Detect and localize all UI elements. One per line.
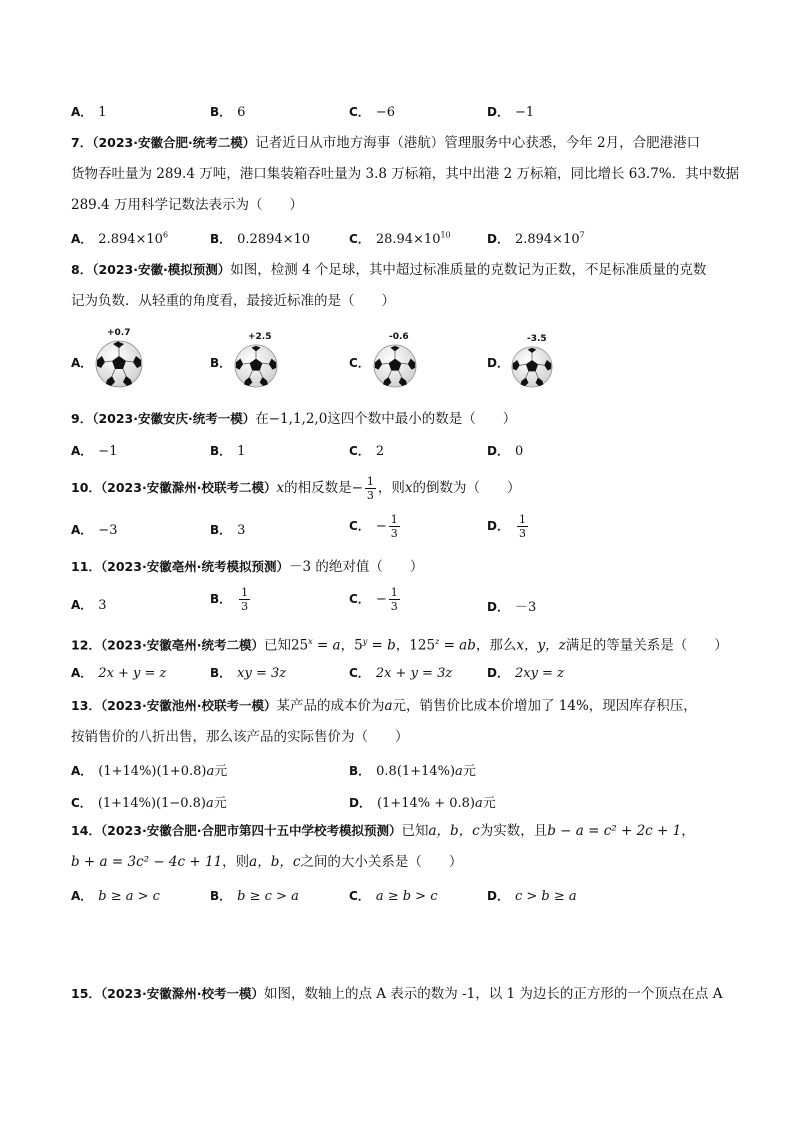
q12-options bbox=[0, 664, 794, 686]
q14-option-b[interactable]: B． b ≥ c > a bbox=[210, 889, 299, 904]
question-number: 14． bbox=[71, 823, 101, 838]
q13-option-c[interactable]: C． (1+14%)(1−0.8)a元 bbox=[71, 796, 227, 811]
q11-option-b[interactable]: B． $\frac{1}{3}$ bbox=[210, 586, 249, 613]
q7-option-d[interactable]: D． $2.894\times 10^7$ bbox=[487, 230, 585, 247]
q8-option-b[interactable]: B． +2.5 bbox=[210, 328, 330, 388]
q14-option-a[interactable]: A． b ≥ a > c bbox=[71, 889, 160, 904]
question-source: （2023·安徽合肥·合肥市第四十五中学校考模拟预测） bbox=[100, 823, 402, 838]
q9-option-b[interactable]: B． 1 bbox=[210, 444, 246, 459]
soccer-ball-icon bbox=[511, 346, 553, 388]
q13-option-b[interactable]: B． 0.8(1+14%)a元 bbox=[349, 764, 476, 779]
q12-option-c[interactable]: C． 2x + y = 3z bbox=[349, 666, 453, 681]
question-number: 15． bbox=[71, 986, 101, 1001]
question-text: －3 的绝对值（ ） bbox=[288, 559, 424, 575]
q13-options-row2 bbox=[0, 792, 794, 814]
question-7 bbox=[71, 127, 740, 221]
question-source: （2023·安徽滁州·校联考二模） bbox=[100, 480, 277, 495]
question-text: 289.4 万用科学记数法表示为（ ） bbox=[71, 197, 303, 213]
q6-options bbox=[0, 103, 794, 125]
q11-option-d[interactable]: D． －3 bbox=[487, 600, 537, 615]
soccer-ball-icon bbox=[373, 344, 417, 388]
q7-option-b[interactable]: B． 0.2894×10 bbox=[210, 232, 311, 247]
question-11 bbox=[71, 551, 731, 583]
question-number: 12． bbox=[71, 637, 101, 653]
q10-options bbox=[0, 513, 794, 547]
q14-option-d[interactable]: D． c > b ≥ a bbox=[487, 889, 577, 904]
q7-option-a[interactable]: A． $2.894\times 10^6$ bbox=[71, 230, 169, 247]
q12-option-b[interactable]: B． xy = 3z bbox=[210, 666, 287, 681]
q10-option-b[interactable]: B． 3 bbox=[210, 523, 246, 538]
question-source: （2023·安徽池州·校联考一模） bbox=[100, 698, 277, 713]
q8-option-c[interactable]: C． -0.6 bbox=[349, 328, 469, 388]
question-text: 货物吞吐量为 289.4 万吨，港口集装箱吞吐量为 3.8 万标箱，其中出港 2 万标箱，同比增长 63.7%．其中数据 bbox=[71, 166, 740, 182]
question-text: 如图，数轴上的点 A 表示的数为 -1，以 1 为边长的正方形的一个顶点在点 A bbox=[263, 986, 723, 1002]
question-12: 12．（2023·安徽亳州·统考二模）已知$25^x = a$，$5^y = b$，$125^z$ = ab，那么x，y，z满足的等量关系是（ ） bbox=[71, 637, 728, 654]
question-14: 14．（2023·安徽合肥·合肥市第四十五中学校考模拟预测）已知a，b，c为实数，且b − a = c² + 2c + 1， b + a = 3c² − 4c + 11，则a，b，c之间的大小关系是（ ） bbox=[71, 823, 695, 870]
question-13: 13．（2023·安徽池州·校联考一模）某产品的成本价为a元，销售价比成本价增加了 14%，现因库存积压， 按销售价的八折出售，那么该产品的实际售价为（ ） bbox=[71, 690, 731, 753]
question-source: （2023·安徽亳州·统考模拟预测） bbox=[100, 559, 289, 574]
question-number: 9． bbox=[71, 411, 93, 426]
q14-options bbox=[0, 887, 794, 909]
q13-option-a[interactable]: A． (1+14%)(1+0.8)a元 bbox=[71, 764, 228, 779]
question-number: 11． bbox=[71, 559, 101, 574]
q8-option-a[interactable]: A． +0.7 bbox=[71, 328, 191, 388]
question-source: （2023·安徽·模拟预测） bbox=[92, 262, 231, 277]
question-text: 按销售价的八折出售，那么该产品的实际售价为（ ） bbox=[71, 729, 409, 745]
question-text: 记为负数．从轻重的角度看，最接近标准的是（ ） bbox=[71, 293, 395, 309]
q14-option-c[interactable]: C． a ≥ b > c bbox=[349, 889, 438, 904]
q6-option-b[interactable]: B． 6 bbox=[210, 105, 246, 120]
question-source: （2023·安徽滁州·校考一模） bbox=[100, 986, 264, 1001]
q9-option-d[interactable]: D． 0 bbox=[487, 444, 524, 459]
q10-option-a[interactable]: A． −3 bbox=[71, 523, 118, 538]
question-10: 10．（2023·安徽滁州·校联考二模）x的相反数是− $\frac{1}{3}$ ，则x的倒数为（ ） bbox=[71, 475, 521, 502]
q11-option-a[interactable]: A． 3 bbox=[71, 598, 107, 613]
q12-option-d[interactable]: D． 2xy = z bbox=[487, 666, 564, 681]
question-text: 记者近日从市地方海事（港航）管理服务中心获悉，今年 2月，合肥港港口 bbox=[255, 135, 701, 151]
q9-option-a[interactable]: A． −1 bbox=[71, 444, 118, 459]
q8-options bbox=[0, 328, 794, 388]
q8-option-d[interactable]: D． -3.5 bbox=[487, 328, 607, 388]
question-9: 9．（2023·安徽安庆·统考一模）在−1,1,2,0这四个数中最小的数是（ ） bbox=[71, 411, 517, 427]
q13-options-row1 bbox=[0, 760, 794, 782]
question-text: 如图，检测 4 个足球，其中超过标准质量的克数记为正数，不足标准质量的克数 bbox=[230, 262, 707, 278]
question-number: 7． bbox=[71, 135, 93, 150]
question-number: 13． bbox=[71, 698, 101, 713]
question-number: 10． bbox=[71, 480, 101, 495]
question-source: （2023·安徽安庆·统考一模） bbox=[92, 411, 256, 426]
question-8 bbox=[71, 254, 731, 317]
q13-option-d[interactable]: D． (1+14% + 0.8)a元 bbox=[349, 796, 496, 811]
q9-option-c[interactable]: C． 2 bbox=[349, 444, 385, 459]
q11-options bbox=[0, 586, 794, 620]
q10-option-d[interactable]: D． $\frac{1}{3}$ bbox=[487, 513, 526, 540]
soccer-ball-icon bbox=[95, 340, 143, 388]
q10-option-c[interactable]: C． − $\frac{1}{3}$ bbox=[349, 513, 398, 540]
q12-option-a[interactable]: A． 2x + y = z bbox=[71, 666, 167, 681]
q7-options bbox=[0, 230, 794, 252]
question-number: 8． bbox=[71, 262, 93, 277]
q9-options bbox=[0, 442, 794, 464]
q7-option-c[interactable]: C． $28.94\times 10^{10}$ bbox=[349, 230, 451, 247]
question-15 bbox=[71, 978, 731, 1010]
question-source: （2023·安徽合肥·统考二模） bbox=[92, 135, 256, 150]
question-source: （2023·安徽亳州·统考二模） bbox=[100, 637, 264, 653]
q6-option-c[interactable]: C． −6 bbox=[349, 105, 395, 120]
q6-option-a[interactable]: A． 1 bbox=[71, 105, 107, 120]
q6-option-d[interactable]: D． −1 bbox=[487, 105, 535, 120]
q11-option-c[interactable]: C． − $\frac{1}{3}$ bbox=[349, 586, 398, 613]
soccer-ball-icon bbox=[234, 344, 278, 388]
